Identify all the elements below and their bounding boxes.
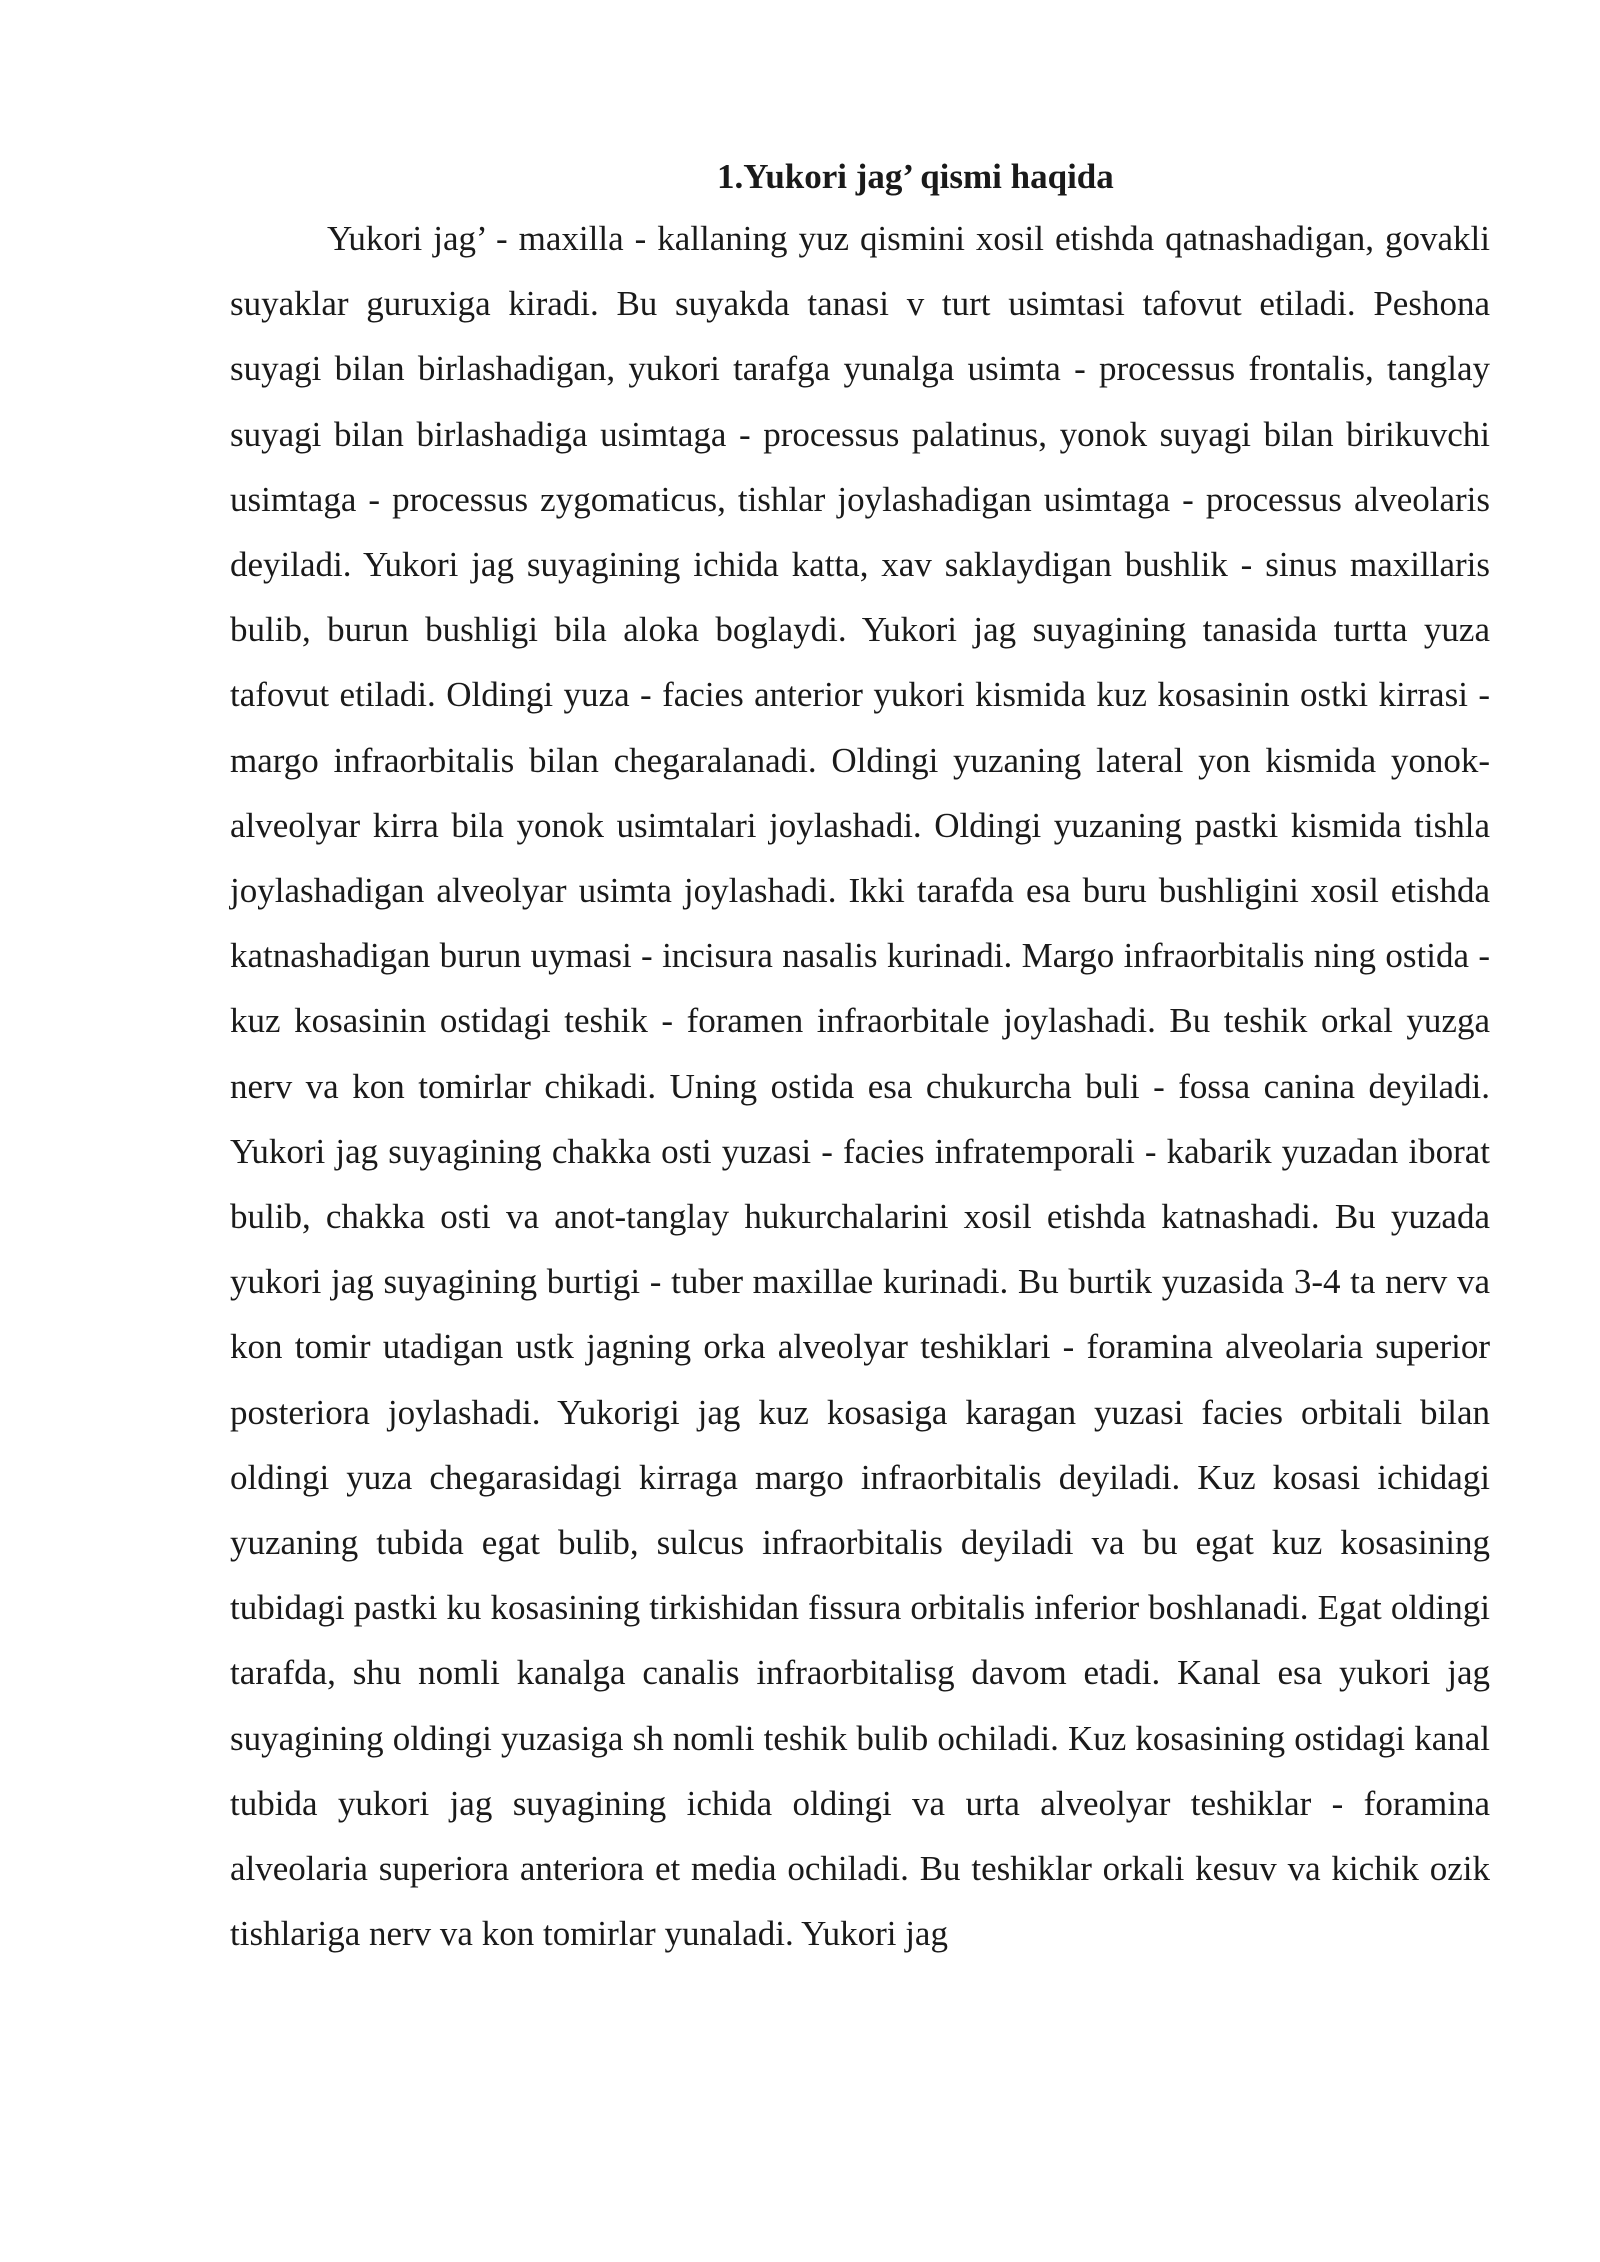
body-paragraph: Yukori jag’ - maxilla - kallaning yuz qismini xosil etishda qatnashadigan, govakli suyaklar guruxiga kiradi. Bu suyakda tanasi v turt usimtasi tafovut etiladi. Peshona suyagi bilan birlashadigan, yukori tarafga yunalga usimta - processus frontalis, tanglay suyagi bilan birlashadiga usimtaga - processus palatinus, yonok suyagi bilan birikuvchi usimtaga - processus zygomaticus, tishlar joylashadigan usimtaga - processus alveolaris deyiladi. Yukori jag suyagining ichida katta, xav saklaydigan bushlik - sinus maxillaris bulib, burun bushligi bila aloka boglaydi. Yukori jag suyagining tanasida turtta yuza tafovut etiladi. Oldingi yuza - facies anterior yukori kismida kuz kosasinin ostki kirrasi - margo infraorbitalis bilan chegaralanadi. Oldingi yuzaning lateral yon kismida yonok-alveolyar kirra bila yonok usimtalari joylashadi. Oldingi yuzaning pastki kismida tishla joylashadigan alveolyar usimta joylashadi. Ikki tarafda esa buru bushligini xosil etishda katnashadigan burun uymasi - incisura nasalis kurinadi. Margo infraorbitalis ning ostida - kuz kosasinin ostidagi teshik - foramen infraorbitale joylashadi. Bu teshik orkal yuzga nerv va kon tomirlar chikadi. Uning ostida esa chukurcha buli - fossa canina deyiladi. Yukori jag suyagining chakka osti yuzasi - facies infratemporali - kabarik yuzadan iborat bulib, chakka osti va anot-tanglay hukurchalarini xosil etishda katnashadi. Bu yuzada yukori jag suyagining burtigi - tuber maxillae kurinadi. Bu burtik yuzasida 3-4 ta nerv va kon tomir utadigan ustk jagning orka alveolyar teshiklari - foramina alveolaria superior posteriora joylashadi. Yukorigi jag kuz kosasiga karagan yuzasi facies orbitali bilan oldingi yuza chegarasidagi kirraga margo infraorbitalis deyiladi. Kuz kosasi ichidagi yuzaning tubida egat bulib, sulcus infraorbitalis deyiladi va bu egat kuz kosasining tubidagi pastki ku kosasining tirkishidan fissura orbitalis inferior boshlanadi. Egat oldingi tarafda, shu nomli kanalga canalis infraorbitalisg davom etadi. Kanal esa yukori jag suyagining oldingi yuzasiga sh nomli teshik bulib ochiladi. Kuz kosasining ostidagi kanal tubida yukori jag suyagining ichida oldingi va urta alveolyar teshiklar - foramina alveolaria superiora anteriora et media ochiladi. Bu teshiklar orkali kesuv va kichik ozik tishlariga nerv va kon tomirlar yunaladi. Yukori jag <box>230 219 1490 1954</box>
document-page <box>230 148 1490 1966</box>
section-heading: 1.Yukori jag’ qismi haqida <box>717 157 1114 196</box>
